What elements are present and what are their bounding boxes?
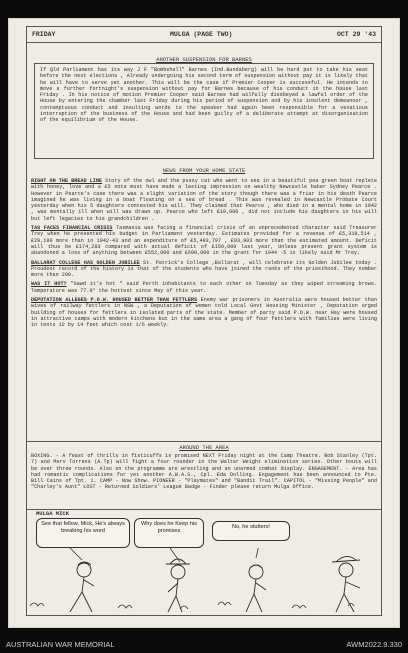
article-headline: BALLARAT COLLEGE HAS GOLDEN JUBILEE	[31, 259, 140, 266]
article-headline: TAS FACES FINANCIAL CRISIS	[31, 225, 113, 232]
speech-bubble-3: No, he stutters!	[212, 521, 290, 541]
speech-bubble-2: Why does he Keep his promises	[134, 518, 204, 548]
article-headline: WAS IT HOT?	[31, 281, 67, 288]
figure-hat	[166, 559, 190, 612]
archive-caption-bar	[0, 638, 408, 652]
article-was-it-hot	[31, 281, 377, 294]
masthead-rule	[26, 42, 382, 43]
article-ballarat	[31, 260, 377, 279]
masthead-row	[30, 31, 378, 41]
article-body: Tasmania was facing a financial crisis of an unprecedented character said Treasurer Trey when he presented his budget in Parliament yesterday. Estimates provided for a revenue of £5,319,514 , £29,190 more than in 1942-43 and an expenditure of £5,493,797 , £93,993 more than the estimated amount. Deficit will thus be £174,283 compared with actual deficit of £150,000 last year, Unless present grant system is abandoned a loss of anything between £552,000 and £600,000 in the grant for 1944 -5 is likely said Mr Trey.	[31, 225, 377, 257]
article-body: St. Patrick's College ,Ballarat , will celebrate its Golden Jubilee today . Proudest record of the history is that of the students who have joined the ranks of the priesthood. They number more than 200.	[31, 259, 377, 279]
figure-right	[246, 565, 266, 612]
article-body: Enemy war prisoners in Australia were housed better than wives of railway fettlers in NSW , a Deputation of women told Local Govt Housing Minister , Deputation urged building of houses for fettlers in isolated parts of the state. Member of party said P.O.W. near Hay were housed in attractive camps with modern kitchens but in the same area a gang of four fettlers with families were living in tents 12 by 14 feet which cost 1/6 weekly.	[31, 297, 377, 329]
suspension-article: If Qld Parliament has its way J F "Bombshell" Barnes (Ind.Bundaberg) will be hard put to take his seat before the next elections , Already undergoing his second term of suspension without pay it is likely that he will have to serve yet another. This will be the case if Premier Cooper is successful. He intends to move a further fortnight's suspension without pay for Barnes because of his conduct in the house last Friday . In his notice of motion Premier Cooper said Barnes had wilfully disobeyed a lawful order of the House by entering the chamber last Friday during his period of suspension and by his insolent demeanour , contemptuous conduct and insulting words to the speaker had again been responsible for a vexatious interruption of the business of the House and had been guilty of a deliberate attempt at disorganisation of the equilibrium of the House.	[40, 67, 368, 124]
masthead-title: MULGA (PAGE TWO)	[170, 31, 233, 38]
bubble-tails	[70, 548, 260, 562]
article-body: Story of the owl and the pussy cat who went to sea in a beautiful pea green boat replete with honey, love and a £5 note must have made a lasting impression on wealthy Newcastle baker Sydney Pearce . However in Pearce's case there was a slight variation of the story though there was a friar in his death Pearce imagined he was living in a boat floating on a sea of bread . This was revealed in Newcastle Probate Court yesterday when his 5 daughters contested his will. They claimed that Pearce , who died in a mental home in 1942 , was mentally ill when will was drawn up. Pearce who left £10,000 , did not include his daughters in his will but left legacies to his grandchildren .	[31, 178, 377, 222]
speech-bubble-1: See that fellow, Mick, He's always breaking his word	[36, 518, 130, 548]
article-headline: DEPUTATION ALLEGES P.O.W. HOUSED BETTER THAN FETTLERS	[31, 297, 198, 304]
archive-id: AWM2022.9.330	[346, 640, 402, 649]
article-tas-crisis	[31, 225, 377, 256]
suspension-headline: ANOTHER SUSPENSION FOR BARNES	[156, 56, 252, 63]
state-news-articles	[31, 178, 377, 329]
area-notes: BOXING. - A feast of thrills in fisticuffs is promised NEXT Friday night at the Camp Theatre. Bob Stanley (Tpt. 7) and Merv Torrens (A.Tp) will fight a four rounder in the Walter Weight elimination series. Other bouts will be over three rounds. Also on the programme are wrestling and an unarmed combat display. ENGAGEMENT. - Area has had romantic complications for yet another A.W.A.S., Cpl. Eda Dolling. Engagement has been announced to Pte. Bill Cains of Tpt. 1. CAMP - Now Show. PIONEER - "Playmates" and "Bandit Trail". CAPITOL - "Missing People" and "Charley's Aunt" LOST - Returned Soldiers' League Badge - Finder please return Mulga Office.	[31, 453, 377, 491]
issue-date: OCT 29 '43	[336, 31, 376, 38]
article-pow-housing	[31, 297, 377, 328]
area-headline: AROUND THE AREA	[179, 444, 229, 451]
section-rule	[26, 441, 382, 442]
grass-tufts	[30, 602, 354, 609]
cartoon-title: MULGA MICK	[36, 510, 70, 517]
state-news-headline: NEWS FROM YOUR HOME STATE	[162, 167, 246, 174]
article-body: "Gawd it's hot " said Perth inhabitants to each other on Tuesday as they wiped streaming brows. Temperature was 77.9° the hottest since May of this year.	[31, 281, 377, 294]
figure-left	[70, 562, 94, 612]
article-bread-line	[31, 178, 377, 222]
cartoon-illustration	[30, 548, 378, 612]
article-headline: RIGHT ON THE BREAD LINE	[31, 178, 103, 184]
issue-day: FRIDAY	[32, 31, 56, 38]
cartoon-rule	[26, 509, 382, 510]
figure-soldier	[332, 556, 360, 612]
archive-name: AUSTRALIAN WAR MEMORIAL	[6, 640, 115, 649]
